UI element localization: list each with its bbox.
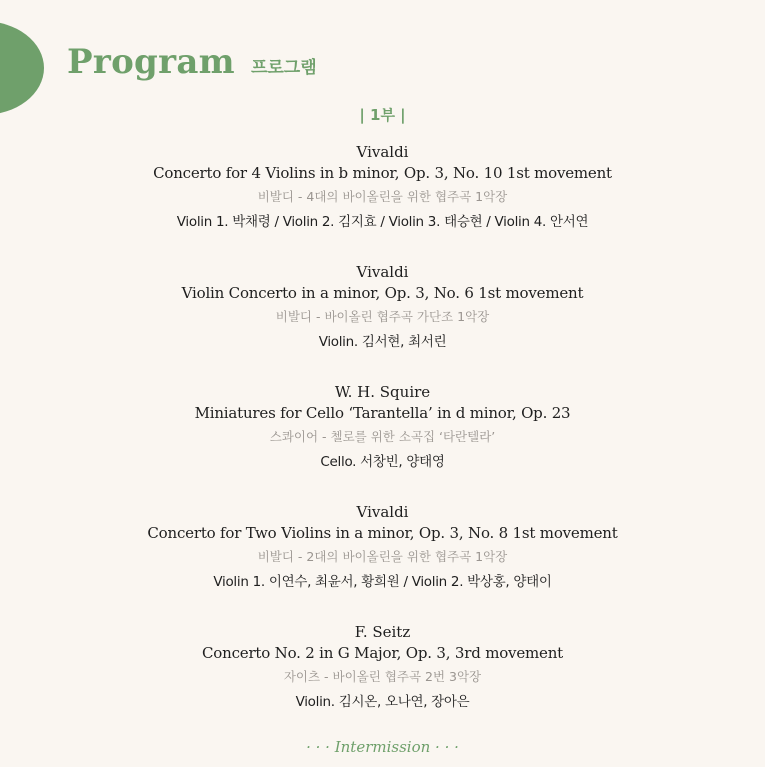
work-title: Violin Concerto in a minor, Op. 3, No. 6 1st movement (181, 284, 584, 302)
work-title: Miniatures for Cello ‘Tarantella’ in d minor, Op. 23 (194, 404, 571, 422)
page-subtitle: 프로그램 (250, 58, 317, 78)
program-header (67, 42, 317, 82)
korean-title: 스콰이어 - 첼로를 위한 소곡집 ‘타란텔라’ (269, 429, 496, 444)
program-item (0, 142, 765, 232)
page-title: Program (67, 42, 235, 82)
korean-title: 자이츠 - 바이올린 협주곡 2번 3악장 (283, 669, 482, 684)
performers: Violin 1. 박채령 / Violin 2. 김지효 / Violin 3. 태승현 / Violin 4. 안서연 (176, 214, 589, 230)
korean-title: 비발디 - 4대의 바이올린을 위한 협주곡 1악장 (257, 189, 508, 204)
performers: Cello. 서창빈, 양태영 (320, 454, 445, 470)
program-item (0, 262, 765, 352)
work-title: Concerto for Two Violins in a minor, Op. 3, No. 8 1st movement (147, 524, 618, 542)
composer-name: Vivaldi (356, 503, 409, 521)
composer-name: Vivaldi (356, 143, 409, 161)
program-item (0, 382, 765, 472)
work-title: Concerto No. 2 in G Major, Op. 3, 3rd movement (202, 644, 563, 662)
composer-name: Vivaldi (356, 263, 409, 281)
composer-name: W. H. Squire (334, 383, 431, 401)
composer-name: F. Seitz (354, 623, 411, 641)
performers: Violin 1. 이연수, 최윤서, 황희원 / Violin 2. 박상홍, 양태이 (213, 574, 552, 590)
performers: Violin. 김시온, 오나연, 장아은 (295, 694, 470, 710)
work-title: Concerto for 4 Violins in b minor, Op. 3, No. 10 1st movement (153, 164, 612, 182)
part-label: | 1부 | (359, 106, 406, 124)
program-item (0, 622, 765, 712)
program-item (0, 502, 765, 592)
korean-title: 비발디 - 2대의 바이올린을 위한 협주곡 1악장 (257, 549, 508, 564)
intermission-label: · · · Intermission · · · (306, 738, 459, 756)
performers: Violin. 김서현, 최서린 (318, 334, 447, 350)
korean-title: 비발디 - 바이올린 협주곡 가단조 1악장 (275, 309, 490, 324)
decorative-circle (0, 21, 44, 115)
